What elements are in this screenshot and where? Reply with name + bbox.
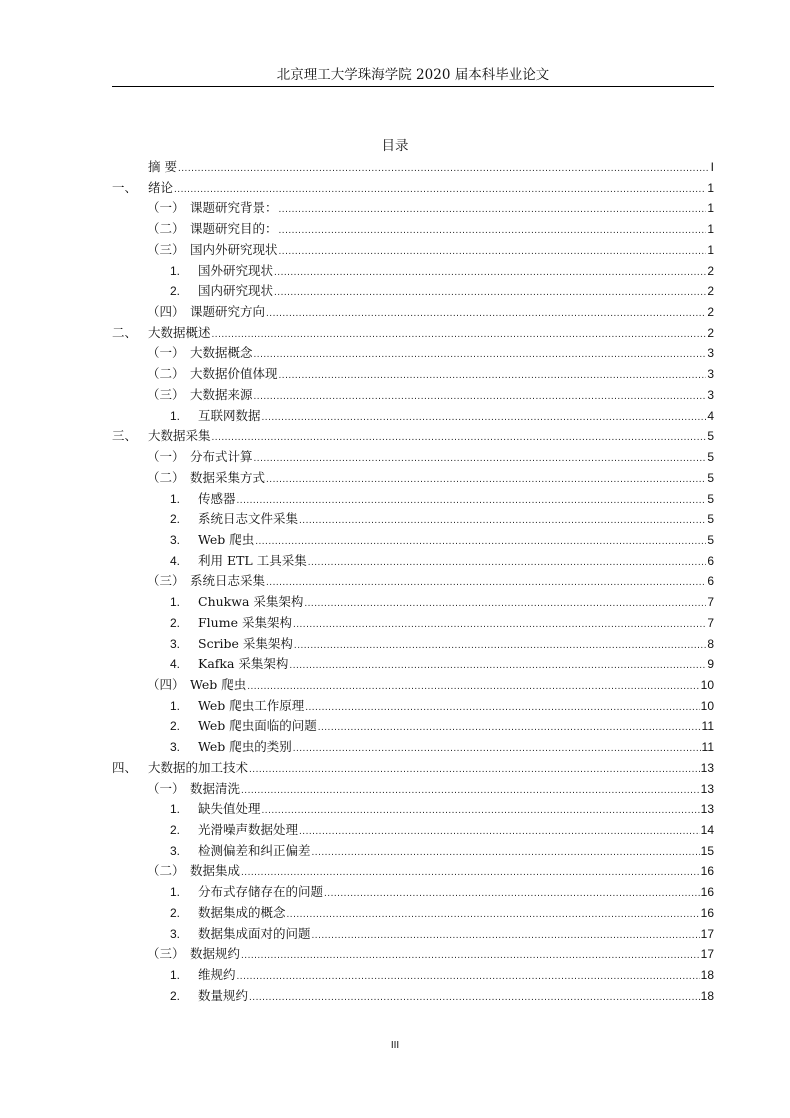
toc-entry[interactable]	[112, 551, 714, 572]
toc-entry[interactable]	[112, 468, 714, 489]
toc-entry-number: （四）	[147, 676, 185, 692]
dot-leader	[293, 739, 701, 760]
toc-entry-page: 9	[707, 657, 714, 672]
toc-entry-number: （四）	[147, 304, 185, 320]
toc-entry-number: （二）	[147, 469, 185, 485]
toc-entry-label: 缺失值处理	[198, 801, 261, 817]
toc-entry[interactable]	[112, 861, 714, 882]
toc-entry-label: Scribe 采集架构	[198, 635, 293, 651]
toc-entry[interactable]	[112, 944, 714, 965]
toc-entry-label: 光滑噪声数据处理	[198, 822, 299, 837]
toc-entry-number: 1.	[170, 263, 181, 278]
toc-entry[interactable]	[112, 178, 714, 199]
dot-leader	[266, 304, 706, 325]
toc-entry-page: 5	[707, 429, 714, 444]
dot-leader	[305, 698, 699, 719]
toc-entry-label: 大数据价值体现	[190, 366, 278, 382]
toc-entry-number: 1.	[170, 885, 181, 900]
toc-entry-number: 3.	[170, 636, 181, 651]
dot-leader	[266, 470, 706, 491]
toc-entry[interactable]	[112, 779, 714, 800]
toc-entry-page: 17	[700, 947, 714, 962]
toc-entry-page: 3	[707, 387, 714, 402]
dot-leader	[237, 967, 700, 988]
toc-entry[interactable]	[112, 261, 714, 282]
toc-entry[interactable]	[112, 758, 714, 779]
toc-entry-label: 数据规约	[190, 946, 241, 962]
toc-entry-number: （三）	[147, 241, 185, 257]
toc-entry-page: 5	[707, 470, 714, 485]
toc-entry-page: 1	[707, 242, 714, 257]
toc-entry-number: （三）	[147, 946, 185, 962]
toc-entry[interactable]	[112, 592, 714, 613]
toc-entry-number: （三）	[147, 573, 185, 589]
toc-entry[interactable]	[112, 924, 714, 945]
table-of-contents	[112, 157, 714, 1006]
toc-entry-page: I	[710, 160, 714, 174]
toc-entry[interactable]	[112, 820, 714, 841]
toc-entry-label: 大数据概述	[148, 324, 211, 340]
toc-entry-page: 13	[700, 802, 714, 817]
toc-entry-label: 数据集成	[190, 863, 241, 879]
toc-entry[interactable]	[112, 281, 714, 302]
dot-leader	[255, 532, 706, 553]
toc-entry-label: 摘 要	[148, 159, 177, 174]
toc-entry-label: 数据集成的概念	[198, 904, 286, 920]
toc-entry[interactable]	[112, 219, 714, 240]
toc-entry-number: 1.	[170, 491, 181, 506]
toc-entry-page: 16	[700, 905, 714, 920]
toc-entry-page: 16	[700, 864, 714, 879]
header-rule	[112, 86, 714, 87]
toc-entry-label: Kafka 采集架构	[198, 656, 289, 672]
toc-entry-page: 11	[701, 719, 714, 734]
dot-leader	[294, 636, 706, 657]
toc-entry[interactable]	[112, 841, 714, 862]
toc-entry-label: 分布式存储存在的问题	[198, 884, 324, 900]
toc-entry-label: 系统日志采集	[190, 573, 266, 589]
toc-entry-number: 2.	[170, 615, 181, 630]
dot-leader	[279, 221, 707, 242]
dot-leader	[304, 594, 706, 615]
dot-leader	[237, 491, 707, 512]
toc-entry-page: 7	[707, 595, 714, 610]
toc-entry-number: 2.	[170, 719, 181, 734]
toc-entry-number: （一）	[147, 780, 185, 796]
toc-entry-number: 4.	[170, 553, 181, 568]
toc-entry[interactable]	[112, 489, 714, 510]
dot-leader	[279, 200, 707, 221]
toc-entry-page: 5	[707, 491, 714, 506]
toc-entry-label: 国内外研究现状	[190, 241, 278, 257]
toc-entry-page: 4	[707, 408, 714, 423]
toc-entry-number: 2.	[170, 512, 181, 527]
toc-entry-label: Web 爬虫	[190, 676, 247, 692]
toc-entry[interactable]	[112, 675, 714, 696]
toc-entry-label: 绪论	[148, 179, 174, 195]
toc-entry-label: Web 爬虫的类别	[198, 739, 292, 755]
dot-leader	[312, 843, 700, 864]
dot-leader	[274, 263, 706, 284]
toc-entry-number: （一）	[147, 345, 185, 361]
dot-leader	[274, 283, 706, 304]
toc-entry-page: 5	[707, 512, 714, 527]
dot-leader	[293, 615, 706, 636]
toc-entry[interactable]	[112, 240, 714, 261]
dot-leader	[318, 718, 701, 739]
toc-entry-number: 4.	[170, 657, 181, 672]
toc-entry[interactable]	[112, 447, 714, 468]
toc-entry-number: 1.	[170, 802, 181, 817]
toc-entry-label: 利用 ETL 工具采集	[198, 552, 307, 568]
toc-entry-label: 国外研究现状	[198, 262, 274, 278]
dot-leader	[312, 926, 700, 947]
toc-entry-label: 课题研究方向	[190, 304, 266, 320]
toc-entry-label: Web 爬虫	[198, 531, 255, 547]
toc-entry-page: 5	[707, 450, 714, 465]
toc-entry-page: 10	[700, 677, 714, 692]
toc-entry[interactable]	[112, 799, 714, 820]
toc-entry-label: 检测偏差和纠正偏差	[198, 842, 311, 858]
toc-entry-number: 3.	[170, 740, 181, 755]
toc-entry-label: 分布式计算	[190, 449, 253, 465]
toc-entry-number: 1.	[170, 698, 181, 713]
toc-entry-number: 一、	[112, 179, 138, 195]
toc-entry-number: 1.	[170, 595, 181, 610]
toc-entry-page: 14	[700, 823, 714, 837]
toc-entry-page: 16	[700, 885, 714, 900]
toc-entry-page: 6	[707, 553, 714, 568]
toc-entry-page: 10	[700, 698, 714, 713]
toc-entry-number: （一）	[147, 449, 185, 465]
toc-entry-number: 四、	[112, 759, 138, 775]
toc-entry-page: 1	[707, 201, 714, 216]
toc-entry-label: 国内研究现状	[198, 283, 274, 299]
toc-entry[interactable]	[112, 716, 714, 737]
toc-entry-number: 三、	[112, 428, 138, 444]
toc-entry-number: （二）	[147, 863, 185, 879]
toc-entry-label: 大数据采集	[148, 428, 211, 444]
dot-leader	[262, 801, 700, 822]
dot-leader	[287, 905, 700, 926]
dot-leader	[289, 656, 706, 677]
dot-leader	[241, 863, 700, 884]
dot-leader	[299, 822, 700, 843]
toc-entry-label: 大数据概念	[190, 345, 253, 361]
dot-leader	[254, 345, 707, 366]
dot-leader	[254, 387, 707, 408]
dot-leader	[212, 325, 707, 346]
toc-entry[interactable]	[112, 696, 714, 717]
toc-entry[interactable]	[112, 903, 714, 924]
dot-leader	[249, 988, 700, 1009]
toc-entry[interactable]	[112, 654, 714, 675]
toc-entry-label: 课题研究背景：	[190, 200, 278, 216]
toc-entry-number: （一）	[147, 200, 185, 216]
page-number: III	[390, 1040, 400, 1051]
running-header: 北京理工大学珠海学院 2020 届本科毕业论文	[276, 67, 550, 83]
dot-leader	[266, 573, 706, 594]
toc-entry-number: 1.	[170, 968, 181, 983]
dot-leader	[299, 511, 706, 532]
dot-leader	[212, 428, 707, 449]
dot-leader	[247, 677, 699, 698]
toc-entry[interactable]	[112, 364, 714, 385]
toc-entry-number: 2.	[170, 988, 181, 1003]
toc-entry[interactable]	[112, 385, 714, 406]
toc-entry[interactable]	[112, 426, 714, 447]
toc-entry-number: 1.	[170, 408, 181, 423]
toc-entry-page: 2	[707, 284, 714, 299]
toc-entry-number: 2.	[170, 905, 181, 920]
toc-entry-page: 3	[707, 346, 714, 361]
toc-entry[interactable]	[112, 634, 714, 655]
toc-entry-label: 大数据的加工技术	[148, 759, 249, 775]
toc-entry-label: 数据清洗	[190, 780, 241, 796]
toc-entry-page: 2	[707, 263, 714, 278]
toc-entry-number: 3.	[170, 843, 181, 858]
dot-leader	[279, 242, 707, 263]
toc-entry[interactable]	[112, 882, 714, 903]
toc-entry-number: 3.	[170, 532, 181, 547]
toc-entry-label: 数量规约	[198, 987, 249, 1003]
toc-entry[interactable]	[112, 965, 714, 986]
toc-entry-page: 11	[701, 740, 714, 755]
toc-entry-page: 1	[707, 180, 714, 195]
toc-entry-number: （二）	[147, 366, 185, 382]
toc-entry-page: 2	[707, 305, 714, 320]
toc-entry-page: 6	[707, 574, 714, 589]
toc-entry[interactable]	[112, 302, 714, 323]
dot-leader	[262, 408, 707, 429]
toc-entry-label: Flume 采集架构	[198, 614, 292, 630]
toc-entry-number: 二、	[112, 324, 138, 340]
toc-entry[interactable]	[112, 613, 714, 634]
toc-entry-page: 17	[700, 926, 714, 941]
toc-entry[interactable]	[112, 530, 714, 551]
dot-leader	[174, 180, 706, 201]
toc-entry-page: 8	[707, 636, 714, 651]
toc-entry-page: 3	[707, 367, 714, 382]
toc-entry-number: （二）	[147, 221, 185, 237]
toc-entry-number: （三）	[147, 386, 185, 402]
toc-entry-label: 课题研究目的：	[190, 221, 278, 237]
dot-leader	[308, 553, 707, 574]
toc-entry-label: 大数据来源	[190, 386, 253, 402]
toc-entry-page: 18	[700, 988, 714, 1003]
toc-entry[interactable]	[112, 406, 714, 427]
dot-leader	[178, 159, 710, 180]
dot-leader	[279, 366, 707, 387]
toc-entry-label: Web 爬虫面临的问题	[198, 718, 317, 734]
toc-entry-number: 2.	[170, 823, 181, 837]
dot-leader	[254, 449, 707, 470]
toc-entry-label: 互联网数据	[198, 407, 261, 423]
toc-entry-label: 系统日志文件采集	[198, 511, 299, 527]
toc-entry-page: 2	[707, 325, 714, 340]
toc-entry-page: 15	[700, 843, 714, 858]
toc-entry[interactable]	[112, 737, 714, 758]
toc-entry[interactable]	[112, 986, 714, 1007]
toc-entry[interactable]	[112, 343, 714, 364]
dot-leader	[324, 884, 700, 905]
toc-title: 目录	[381, 138, 409, 154]
toc-entry-page: 18	[700, 968, 714, 983]
dot-leader	[241, 781, 700, 802]
toc-entry-label: 传感器	[198, 490, 236, 506]
toc-entry-page: 1	[707, 222, 714, 237]
toc-entry-page: 7	[707, 615, 714, 630]
toc-entry-page: 13	[700, 781, 714, 796]
toc-entry-label: 数据集成面对的问题	[198, 925, 311, 941]
toc-entry-label: 数据采集方式	[190, 469, 266, 485]
toc-entry-label: 维规约	[198, 967, 236, 983]
toc-entry[interactable]	[112, 509, 714, 530]
toc-entry-label: Web 爬虫工作原理	[198, 697, 305, 713]
toc-entry-page: 5	[707, 532, 714, 547]
toc-entry[interactable]	[112, 157, 714, 178]
dot-leader	[241, 946, 700, 967]
toc-entry-label: Chukwa 采集架构	[198, 594, 304, 610]
dot-leader	[249, 760, 700, 781]
toc-entry[interactable]	[112, 198, 714, 219]
toc-entry-page: 13	[700, 760, 714, 775]
toc-entry[interactable]	[112, 571, 714, 592]
toc-entry-number: 2.	[170, 284, 181, 299]
toc-entry[interactable]	[112, 323, 714, 344]
toc-entry-number: 3.	[170, 926, 181, 941]
